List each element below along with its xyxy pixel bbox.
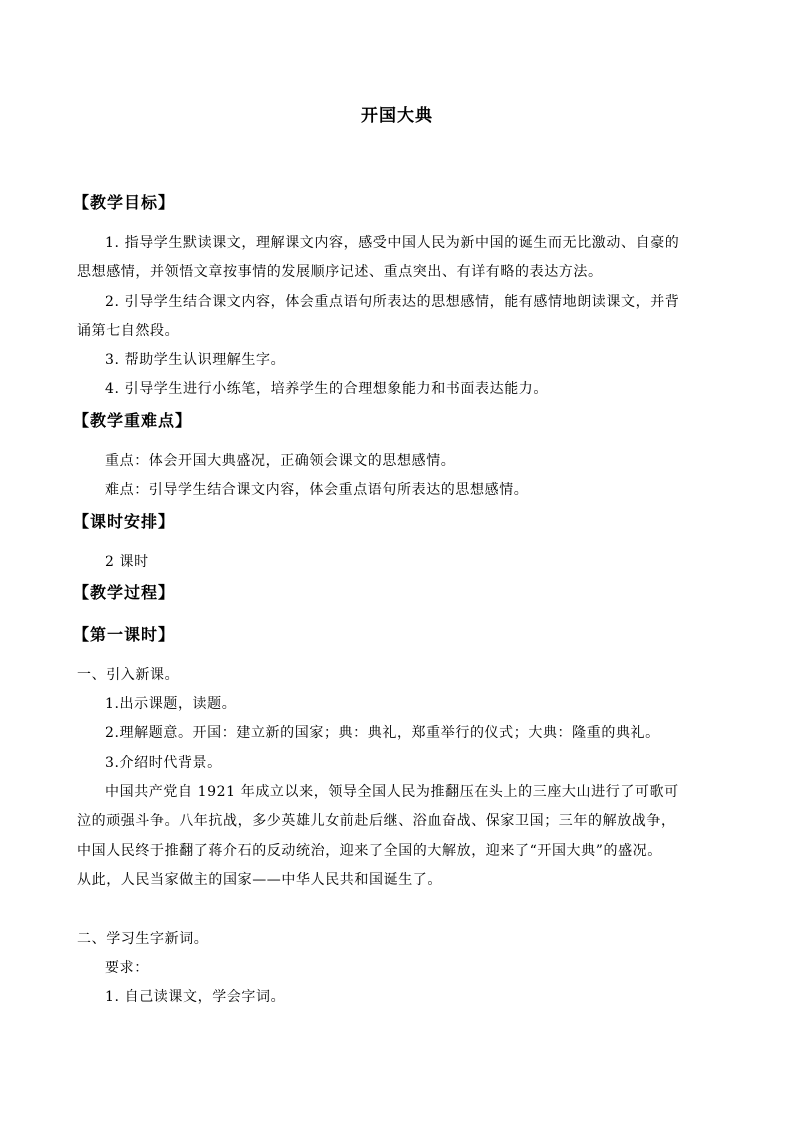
heading-schedule: 【课时安排】 bbox=[73, 512, 176, 531]
background-paragraph-line-4: 从此，人民当家做主的国家——中华人民共和国诞生了。 bbox=[77, 872, 442, 888]
goal-line-4: 诵第七自然段。 bbox=[77, 323, 180, 339]
key-point-line-2: 难点：引导学生结合课文内容，体会重点语句所表达的思想感情。 bbox=[105, 482, 529, 498]
schedule-text: 2 课时 bbox=[105, 554, 149, 570]
goal-line-2: 思想感情，并领悟文章按事情的发展顺序记述、重点突出、有详有略的表达方法。 bbox=[77, 264, 603, 280]
section-2-heading: 二、学习生字新词。 bbox=[77, 931, 209, 947]
background-paragraph-line-3: 中国人民终于推翻了蒋介石的反动统治，迎来了全国的大解放，迎来了“开国大典”的盛况。 bbox=[77, 843, 662, 859]
section-2-item-1: 1. 自己读课文，学会字词。 bbox=[105, 989, 286, 1005]
background-paragraph-line-1: 中国共产党自 1921 年成立以来，领导全国人民为推翻压在头上的三座大山进行了可歌可 bbox=[105, 784, 679, 800]
heading-teaching-goals: 【教学目标】 bbox=[73, 193, 176, 212]
goal-line-5: 3. 帮助学生认识理解生字。 bbox=[105, 352, 286, 368]
section-2-requirement: 要求： bbox=[105, 960, 149, 976]
background-paragraph-line-2: 泣的顽强斗争。八年抗战，多少英雄儿女前赴后继、浴血奋战、保家卫国；三年的解放战争， bbox=[77, 813, 676, 829]
section-1-item-3: 3.介绍时代背景。 bbox=[105, 755, 222, 771]
section-1-item-2: 2.理解题意。开国：建立新的国家；典：典礼，郑重举行的仪式；大典：隆重的典礼。 bbox=[105, 725, 660, 741]
goal-line-3: 2. 引导学生结合课文内容，体会重点语句所表达的思想感情，能有感情地朗读课文，并背 bbox=[105, 294, 680, 310]
section-1-item-1: 1.出示课题，读题。 bbox=[105, 696, 237, 712]
section-1-heading: 一、引入新课。 bbox=[77, 667, 180, 683]
goal-line-6: 4. 引导学生进行小练笔，培养学生的合理想象能力和书面表达能力。 bbox=[105, 381, 549, 397]
heading-key-points: 【教学重难点】 bbox=[73, 411, 193, 430]
key-point-line-1: 重点：体会开国大典盛况，正确领会课文的思想感情。 bbox=[105, 453, 456, 469]
goal-line-1: 1. 指导学生默读课文，理解课文内容，感受中国人民为新中国的诞生而无比激动、自豪的 bbox=[105, 235, 680, 251]
document-title: 开国大典 bbox=[361, 106, 433, 126]
heading-first-lesson: 【第一课时】 bbox=[73, 625, 176, 644]
heading-teaching-process: 【教学过程】 bbox=[73, 583, 176, 602]
